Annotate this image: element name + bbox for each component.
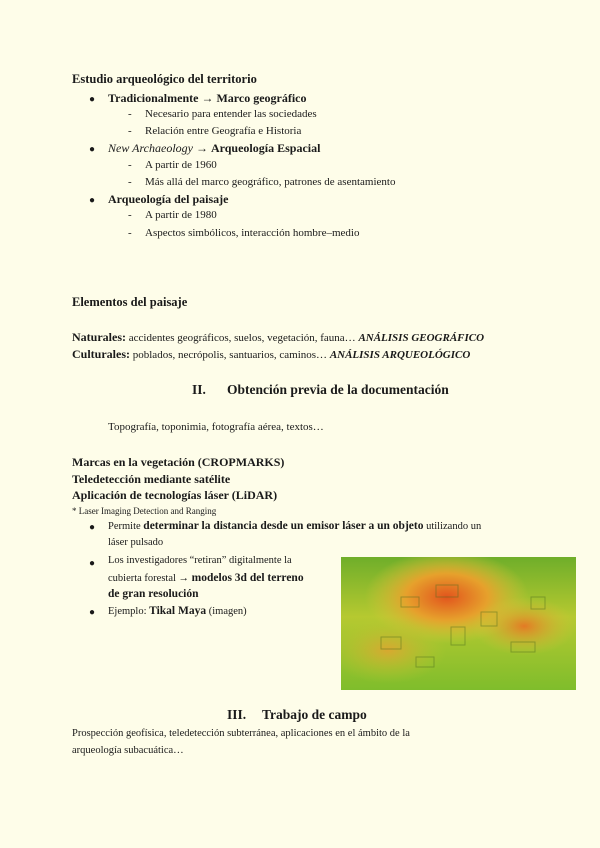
sub-item: Relación entre Geografía e Historia — [145, 125, 302, 137]
bullet-icon: ● — [89, 195, 96, 206]
sub-item: Aspectos simbólicos, interacción hombre–medio — [145, 227, 360, 239]
dash-icon: - — [128, 176, 132, 188]
dash-icon: - — [128, 159, 132, 171]
section-numeral: III. — [227, 707, 247, 722]
line-satelite: Teledetección mediante satélite — [72, 472, 231, 486]
naturales-line: Naturales: accidentes geográficos, suelos, vegetación, fauna… ANÁLISIS GEOGRÁFICO — [72, 330, 485, 344]
bullet-icon: ● — [89, 558, 96, 569]
bullet-icon: ● — [89, 94, 96, 105]
heading-elementos: Elementos del paisaje — [72, 295, 188, 309]
dash-icon: - — [128, 209, 132, 221]
bullet-icon: ● — [89, 522, 96, 533]
section-title: Obtención previa de la documentación — [227, 382, 449, 397]
sub-item: Más allá del marco geográfico, patrones de asentamiento — [145, 176, 396, 188]
dash-icon: - — [128, 125, 132, 137]
dash-icon: - — [128, 227, 132, 239]
dash-icon: - — [128, 108, 132, 120]
list-item-new-archaeology: New Archaeology → Arqueología Espacial — [108, 141, 321, 155]
lidar-bullet-2-cont: cubierta forestal → modelos 3d del terreno — [108, 572, 304, 584]
sub-item: A partir de 1980 — [145, 209, 217, 221]
culturales-line: Culturales: poblados, necrópolis, santuarios, caminos… ANÁLISIS ARQUEOLÓGICO — [72, 347, 471, 361]
bullet-icon: ● — [89, 144, 96, 155]
intro-text: Topografía, toponimia, fotografía aérea, textos… — [108, 421, 324, 433]
lidar-terrain-image — [341, 557, 576, 690]
line-cropmarks: Marcas en la vegetación (CROPMARKS) — [72, 455, 285, 469]
sub-item: A partir de 1960 — [145, 159, 217, 171]
section-numeral: II. — [192, 382, 206, 397]
campo-text-1: Prospección geofísica, teledetección subterránea, aplicaciones en el ámbito de la — [72, 728, 410, 739]
heading-estudio: Estudio arqueológico del territorio — [72, 72, 257, 86]
lidar-bullet-2: Los investigadores “retiran” digitalmente la — [108, 555, 292, 566]
lidar-bullet-3: Ejemplo: Tikal Maya (imagen) — [108, 605, 247, 617]
sub-item: Necesario para entender las sociedades — [145, 108, 317, 120]
lidar-bullet-2-cont2: de gran resolución — [108, 588, 199, 600]
lidar-bullet-1-cont: láser pulsado — [108, 537, 164, 548]
campo-text-2: arqueología subacuática… — [72, 745, 184, 756]
line-lidar: Aplicación de tecnologías láser (LiDAR) — [72, 488, 278, 502]
footnote: * Laser Imaging Detection and Ranging — [72, 506, 217, 516]
list-item-paisaje: Arqueología del paisaje — [108, 192, 229, 206]
bullet-icon: ● — [89, 607, 96, 618]
list-item-tradicionalmente: Tradicionalmente → Marco geográfico — [108, 91, 307, 105]
section-title: Trabajo de campo — [262, 707, 367, 722]
lidar-bullet-1: Permite determinar la distancia desde un emisor láser a un objeto utilizando un — [108, 520, 482, 532]
